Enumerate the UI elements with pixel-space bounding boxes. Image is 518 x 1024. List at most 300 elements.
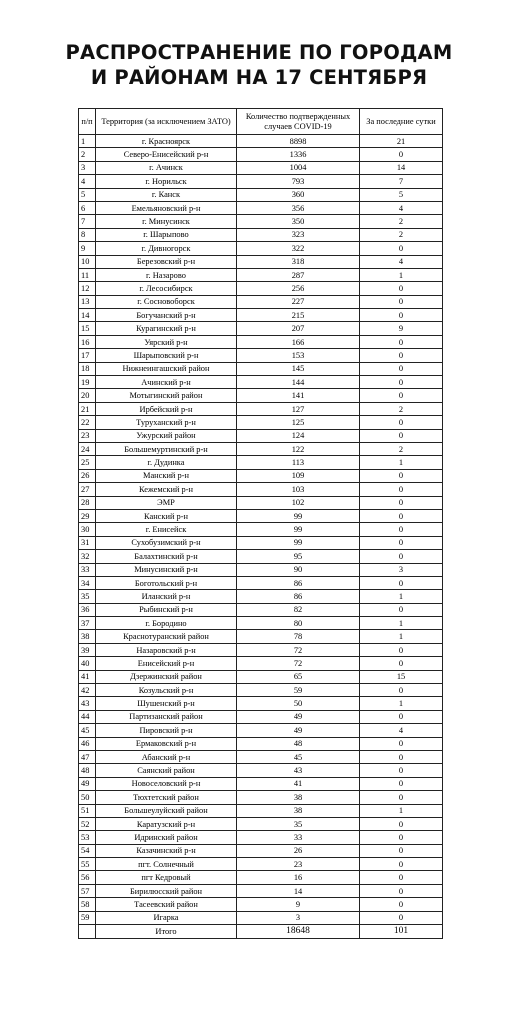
last-day-cases: 2 bbox=[360, 228, 443, 241]
territory-name: Минусинский р-н bbox=[96, 563, 237, 576]
last-day-cases: 0 bbox=[360, 376, 443, 389]
confirmed-cases: 356 bbox=[237, 201, 360, 214]
table-row bbox=[79, 322, 443, 335]
territory-name: Мотыгинский район bbox=[96, 389, 237, 402]
row-number: 53 bbox=[79, 831, 96, 844]
territory-name: Березовский р-н bbox=[96, 255, 237, 268]
row-number: 35 bbox=[79, 590, 96, 603]
territory-name: Партизанский район bbox=[96, 710, 237, 723]
territory-name: г. Ачинск bbox=[96, 161, 237, 174]
table-row bbox=[79, 670, 443, 683]
table-row bbox=[79, 188, 443, 201]
territory-name: Енисейский р-н bbox=[96, 657, 237, 670]
territory-name: Пировский р-н bbox=[96, 724, 237, 737]
last-day-cases: 2 bbox=[360, 402, 443, 415]
last-day-cases: 0 bbox=[360, 148, 443, 161]
row-number: 4 bbox=[79, 175, 96, 188]
table-row bbox=[79, 309, 443, 322]
row-number: 5 bbox=[79, 188, 96, 201]
last-day-cases: 0 bbox=[360, 764, 443, 777]
table-header-row bbox=[79, 109, 443, 135]
row-number: 55 bbox=[79, 858, 96, 871]
last-day-cases: 0 bbox=[360, 911, 443, 924]
confirmed-cases: 99 bbox=[237, 523, 360, 536]
table-row bbox=[79, 750, 443, 763]
row-number: 39 bbox=[79, 643, 96, 656]
territory-name: Каратузский р-н bbox=[96, 817, 237, 830]
row-number: 46 bbox=[79, 737, 96, 750]
territory-name: Ачинский р-н bbox=[96, 376, 237, 389]
table-row bbox=[79, 335, 443, 348]
row-number: 16 bbox=[79, 335, 96, 348]
last-day-cases: 3 bbox=[360, 563, 443, 576]
last-day-cases: 0 bbox=[360, 295, 443, 308]
confirmed-cases: 95 bbox=[237, 550, 360, 563]
row-number: 31 bbox=[79, 536, 96, 549]
territory-name: Туруханский р-н bbox=[96, 416, 237, 429]
row-number: 47 bbox=[79, 750, 96, 763]
table-row bbox=[79, 844, 443, 857]
confirmed-cases: 102 bbox=[237, 496, 360, 509]
last-day-cases: 0 bbox=[360, 844, 443, 857]
confirmed-cases: 86 bbox=[237, 590, 360, 603]
table-row bbox=[79, 550, 443, 563]
last-day-cases: 1 bbox=[360, 630, 443, 643]
row-number: 56 bbox=[79, 871, 96, 884]
table-row bbox=[79, 617, 443, 630]
title-line-1: РАСПРОСТРАНЕНИЕ ПО ГОРОДАМ bbox=[65, 41, 453, 64]
territory-name: г. Шарыпово bbox=[96, 228, 237, 241]
table-row bbox=[79, 697, 443, 710]
last-day-cases: 0 bbox=[360, 858, 443, 871]
total-row bbox=[79, 925, 443, 939]
territory-name: Курагинский р-н bbox=[96, 322, 237, 335]
row-number: 36 bbox=[79, 603, 96, 616]
confirmed-cases: 72 bbox=[237, 657, 360, 670]
last-day-cases: 0 bbox=[360, 898, 443, 911]
table-row bbox=[79, 442, 443, 455]
last-day-cases: 15 bbox=[360, 670, 443, 683]
territory-name: г. Красноярск bbox=[96, 135, 237, 148]
confirmed-cases: 113 bbox=[237, 456, 360, 469]
last-day-cases: 2 bbox=[360, 442, 443, 455]
table-row bbox=[79, 496, 443, 509]
table-row bbox=[79, 777, 443, 790]
table-row bbox=[79, 684, 443, 697]
last-day-cases: 4 bbox=[360, 724, 443, 737]
confirmed-cases: 80 bbox=[237, 617, 360, 630]
row-number: 45 bbox=[79, 724, 96, 737]
table-row bbox=[79, 148, 443, 161]
table-row bbox=[79, 469, 443, 482]
territory-name: пгт Кедровый bbox=[96, 871, 237, 884]
row-number: 59 bbox=[79, 911, 96, 924]
last-day-cases: 5 bbox=[360, 188, 443, 201]
confirmed-cases: 318 bbox=[237, 255, 360, 268]
last-day-cases: 14 bbox=[360, 161, 443, 174]
territory-name: ЭМР bbox=[96, 496, 237, 509]
table-row bbox=[79, 764, 443, 777]
last-day-cases: 0 bbox=[360, 523, 443, 536]
confirmed-cases: 360 bbox=[237, 188, 360, 201]
territory-name: Большемуртинский р-н bbox=[96, 442, 237, 455]
table-row bbox=[79, 791, 443, 804]
confirmed-cases: 109 bbox=[237, 469, 360, 482]
territory-name: г. Лесосибирск bbox=[96, 282, 237, 295]
row-number: 1 bbox=[79, 135, 96, 148]
last-day-cases: 0 bbox=[360, 657, 443, 670]
confirmed-cases: 38 bbox=[237, 804, 360, 817]
table-row bbox=[79, 710, 443, 723]
table-row bbox=[79, 630, 443, 643]
confirmed-cases: 14 bbox=[237, 884, 360, 897]
table-row bbox=[79, 429, 443, 442]
row-number: 58 bbox=[79, 898, 96, 911]
table-row bbox=[79, 228, 443, 241]
table-row bbox=[79, 643, 443, 656]
last-day-cases: 0 bbox=[360, 282, 443, 295]
row-number: 22 bbox=[79, 416, 96, 429]
row-number: 38 bbox=[79, 630, 96, 643]
confirmed-cases: 86 bbox=[237, 576, 360, 589]
confirmed-cases: 350 bbox=[237, 215, 360, 228]
last-day-cases: 0 bbox=[360, 737, 443, 750]
table-row bbox=[79, 898, 443, 911]
confirmed-cases: 153 bbox=[237, 349, 360, 362]
table-row bbox=[79, 657, 443, 670]
confirmed-cases: 124 bbox=[237, 429, 360, 442]
confirmed-cases: 227 bbox=[237, 295, 360, 308]
table-row bbox=[79, 161, 443, 174]
table-row bbox=[79, 509, 443, 522]
row-number: 33 bbox=[79, 563, 96, 576]
table-row bbox=[79, 201, 443, 214]
confirmed-cases: 322 bbox=[237, 242, 360, 255]
table-row bbox=[79, 523, 443, 536]
row-number: 26 bbox=[79, 469, 96, 482]
territory-name: Тасеевский район bbox=[96, 898, 237, 911]
last-day-cases: 9 bbox=[360, 322, 443, 335]
row-number: 29 bbox=[79, 509, 96, 522]
confirmed-cases: 9 bbox=[237, 898, 360, 911]
row-number: 50 bbox=[79, 791, 96, 804]
column-header-number: п/п bbox=[79, 109, 96, 135]
territory-name: Сухобузимский р-н bbox=[96, 536, 237, 549]
territory-name: г. Дивногорск bbox=[96, 242, 237, 255]
last-day-cases: 0 bbox=[360, 643, 443, 656]
territory-name: Богучанский р-н bbox=[96, 309, 237, 322]
total-number-cell bbox=[79, 925, 96, 939]
confirmed-cases: 72 bbox=[237, 643, 360, 656]
title-line-2: И РАЙОНАМ НА 17 СЕНТЯБРЯ bbox=[90, 66, 428, 89]
table-row bbox=[79, 135, 443, 148]
last-day-cases: 0 bbox=[360, 603, 443, 616]
table-row bbox=[79, 724, 443, 737]
territory-name: Новоселовский р-н bbox=[96, 777, 237, 790]
territory-name: Краснотуранский район bbox=[96, 630, 237, 643]
last-day-cases: 1 bbox=[360, 590, 443, 603]
confirmed-cases: 145 bbox=[237, 362, 360, 375]
confirmed-cases: 78 bbox=[237, 630, 360, 643]
table-row bbox=[79, 536, 443, 549]
total-last-day: 101 bbox=[360, 925, 443, 939]
confirmed-cases: 8898 bbox=[237, 135, 360, 148]
last-day-cases: 0 bbox=[360, 791, 443, 804]
table-row bbox=[79, 416, 443, 429]
table-row bbox=[79, 295, 443, 308]
last-day-cases: 0 bbox=[360, 496, 443, 509]
last-day-cases: 0 bbox=[360, 309, 443, 322]
row-number: 27 bbox=[79, 483, 96, 496]
confirmed-cases: 127 bbox=[237, 402, 360, 415]
column-header-cases: Количество подтвержденных случаев COVID-19 bbox=[237, 109, 360, 135]
last-day-cases: 0 bbox=[360, 335, 443, 348]
territory-name: г. Бородино bbox=[96, 617, 237, 630]
table-row bbox=[79, 215, 443, 228]
last-day-cases: 0 bbox=[360, 416, 443, 429]
confirmed-cases: 23 bbox=[237, 858, 360, 871]
last-day-cases: 4 bbox=[360, 201, 443, 214]
row-number: 57 bbox=[79, 884, 96, 897]
confirmed-cases: 99 bbox=[237, 509, 360, 522]
table-row bbox=[79, 242, 443, 255]
territory-name: Назаровский р-н bbox=[96, 643, 237, 656]
row-number: 44 bbox=[79, 710, 96, 723]
confirmed-cases: 35 bbox=[237, 817, 360, 830]
confirmed-cases: 141 bbox=[237, 389, 360, 402]
confirmed-cases: 103 bbox=[237, 483, 360, 496]
row-number: 37 bbox=[79, 617, 96, 630]
confirmed-cases: 65 bbox=[237, 670, 360, 683]
last-day-cases: 0 bbox=[360, 509, 443, 522]
confirmed-cases: 38 bbox=[237, 791, 360, 804]
confirmed-cases: 256 bbox=[237, 282, 360, 295]
territory-name: Иланский р-н bbox=[96, 590, 237, 603]
territory-name: Большеулуйский район bbox=[96, 804, 237, 817]
territory-name: Шарыповский р-н bbox=[96, 349, 237, 362]
row-number: 48 bbox=[79, 764, 96, 777]
table-row bbox=[79, 817, 443, 830]
territory-name: Козульский р-н bbox=[96, 684, 237, 697]
territory-name: Балахтинский р-н bbox=[96, 550, 237, 563]
row-number: 6 bbox=[79, 201, 96, 214]
last-day-cases: 0 bbox=[360, 469, 443, 482]
confirmed-cases: 50 bbox=[237, 697, 360, 710]
confirmed-cases: 207 bbox=[237, 322, 360, 335]
table-row bbox=[79, 831, 443, 844]
confirmed-cases: 144 bbox=[237, 376, 360, 389]
table-row bbox=[79, 483, 443, 496]
row-number: 19 bbox=[79, 376, 96, 389]
confirmed-cases: 99 bbox=[237, 536, 360, 549]
row-number: 42 bbox=[79, 684, 96, 697]
last-day-cases: 1 bbox=[360, 456, 443, 469]
territory-name: Ермаковский р-н bbox=[96, 737, 237, 750]
territory-name: г. Норильск bbox=[96, 175, 237, 188]
total-cases: 18648 bbox=[237, 925, 360, 939]
table-row bbox=[79, 603, 443, 616]
confirmed-cases: 48 bbox=[237, 737, 360, 750]
territory-name: Дзержинский район bbox=[96, 670, 237, 683]
table-row bbox=[79, 576, 443, 589]
row-number: 13 bbox=[79, 295, 96, 308]
last-day-cases: 0 bbox=[360, 777, 443, 790]
table-row bbox=[79, 389, 443, 402]
last-day-cases: 0 bbox=[360, 242, 443, 255]
territory-name: Емельяновский р-н bbox=[96, 201, 237, 214]
confirmed-cases: 43 bbox=[237, 764, 360, 777]
last-day-cases: 21 bbox=[360, 135, 443, 148]
page-title bbox=[0, 40, 518, 90]
table-row bbox=[79, 402, 443, 415]
territory-name: Ужурский район bbox=[96, 429, 237, 442]
confirmed-cases: 3 bbox=[237, 911, 360, 924]
territory-name: Кежемский р-н bbox=[96, 483, 237, 496]
table-row bbox=[79, 376, 443, 389]
last-day-cases: 0 bbox=[360, 536, 443, 549]
table-row bbox=[79, 255, 443, 268]
territory-name: Бирилюсский район bbox=[96, 884, 237, 897]
territory-name: г. Канск bbox=[96, 188, 237, 201]
last-day-cases: 0 bbox=[360, 710, 443, 723]
last-day-cases: 0 bbox=[360, 389, 443, 402]
table-row bbox=[79, 175, 443, 188]
last-day-cases: 0 bbox=[360, 831, 443, 844]
territory-name: Тюхтетский район bbox=[96, 791, 237, 804]
row-number: 54 bbox=[79, 844, 96, 857]
row-number: 15 bbox=[79, 322, 96, 335]
confirmed-cases: 122 bbox=[237, 442, 360, 455]
territory-name: пгт. Солнечный bbox=[96, 858, 237, 871]
confirmed-cases: 41 bbox=[237, 777, 360, 790]
territory-name: Боготольский р-н bbox=[96, 576, 237, 589]
confirmed-cases: 49 bbox=[237, 724, 360, 737]
table-row bbox=[79, 884, 443, 897]
row-number: 8 bbox=[79, 228, 96, 241]
covid-cases-table bbox=[78, 108, 443, 939]
column-header-last-day: За последние сутки bbox=[360, 109, 443, 135]
territory-name: Нижнеингашский район bbox=[96, 362, 237, 375]
row-number: 7 bbox=[79, 215, 96, 228]
row-number: 9 bbox=[79, 242, 96, 255]
last-day-cases: 0 bbox=[360, 576, 443, 589]
confirmed-cases: 1004 bbox=[237, 161, 360, 174]
row-number: 40 bbox=[79, 657, 96, 670]
row-number: 17 bbox=[79, 349, 96, 362]
row-number: 2 bbox=[79, 148, 96, 161]
last-day-cases: 0 bbox=[360, 429, 443, 442]
last-day-cases: 1 bbox=[360, 804, 443, 817]
territory-name: Казачинский р-н bbox=[96, 844, 237, 857]
confirmed-cases: 16 bbox=[237, 871, 360, 884]
last-day-cases: 0 bbox=[360, 750, 443, 763]
last-day-cases: 0 bbox=[360, 550, 443, 563]
row-number: 28 bbox=[79, 496, 96, 509]
row-number: 51 bbox=[79, 804, 96, 817]
last-day-cases: 1 bbox=[360, 268, 443, 281]
confirmed-cases: 90 bbox=[237, 563, 360, 576]
territory-name: г. Назарово bbox=[96, 268, 237, 281]
confirmed-cases: 26 bbox=[237, 844, 360, 857]
row-number: 23 bbox=[79, 429, 96, 442]
table-row bbox=[79, 858, 443, 871]
last-day-cases: 0 bbox=[360, 483, 443, 496]
table-row bbox=[79, 871, 443, 884]
confirmed-cases: 166 bbox=[237, 335, 360, 348]
total-label: Итого bbox=[96, 925, 237, 939]
confirmed-cases: 82 bbox=[237, 603, 360, 616]
confirmed-cases: 215 bbox=[237, 309, 360, 322]
last-day-cases: 0 bbox=[360, 871, 443, 884]
confirmed-cases: 59 bbox=[237, 684, 360, 697]
last-day-cases: 0 bbox=[360, 817, 443, 830]
row-number: 24 bbox=[79, 442, 96, 455]
table-row bbox=[79, 349, 443, 362]
confirmed-cases: 323 bbox=[237, 228, 360, 241]
last-day-cases: 1 bbox=[360, 617, 443, 630]
last-day-cases: 1 bbox=[360, 697, 443, 710]
column-header-territory: Территория (за исключением ЗАТО) bbox=[96, 109, 237, 135]
confirmed-cases: 287 bbox=[237, 268, 360, 281]
territory-name: Уярский р-н bbox=[96, 335, 237, 348]
table-row bbox=[79, 456, 443, 469]
confirmed-cases: 33 bbox=[237, 831, 360, 844]
territory-name: г. Дудинка bbox=[96, 456, 237, 469]
row-number: 49 bbox=[79, 777, 96, 790]
row-number: 21 bbox=[79, 402, 96, 415]
territory-name: Игарка bbox=[96, 911, 237, 924]
confirmed-cases: 45 bbox=[237, 750, 360, 763]
row-number: 41 bbox=[79, 670, 96, 683]
row-number: 12 bbox=[79, 282, 96, 295]
table-row bbox=[79, 737, 443, 750]
territory-name: Абанский р-н bbox=[96, 750, 237, 763]
territory-name: г. Енисейск bbox=[96, 523, 237, 536]
row-number: 20 bbox=[79, 389, 96, 402]
territory-name: г. Минусинск bbox=[96, 215, 237, 228]
last-day-cases: 2 bbox=[360, 215, 443, 228]
last-day-cases: 4 bbox=[360, 255, 443, 268]
confirmed-cases: 1336 bbox=[237, 148, 360, 161]
territory-name: Ирбейский р-н bbox=[96, 402, 237, 415]
last-day-cases: 7 bbox=[360, 175, 443, 188]
row-number: 11 bbox=[79, 268, 96, 281]
table-row bbox=[79, 590, 443, 603]
last-day-cases: 0 bbox=[360, 349, 443, 362]
territory-name: Канский р-н bbox=[96, 509, 237, 522]
row-number: 3 bbox=[79, 161, 96, 174]
territory-name: Шушенский р-н bbox=[96, 697, 237, 710]
table-row bbox=[79, 911, 443, 924]
row-number: 10 bbox=[79, 255, 96, 268]
table-row bbox=[79, 268, 443, 281]
row-number: 52 bbox=[79, 817, 96, 830]
row-number: 18 bbox=[79, 362, 96, 375]
territory-name: Идринский район bbox=[96, 831, 237, 844]
row-number: 34 bbox=[79, 576, 96, 589]
last-day-cases: 0 bbox=[360, 362, 443, 375]
last-day-cases: 0 bbox=[360, 684, 443, 697]
confirmed-cases: 49 bbox=[237, 710, 360, 723]
row-number: 43 bbox=[79, 697, 96, 710]
table-row bbox=[79, 362, 443, 375]
row-number: 25 bbox=[79, 456, 96, 469]
territory-name: Саянский район bbox=[96, 764, 237, 777]
row-number: 30 bbox=[79, 523, 96, 536]
row-number: 32 bbox=[79, 550, 96, 563]
table-row bbox=[79, 804, 443, 817]
territory-name: Рыбинский р-н bbox=[96, 603, 237, 616]
